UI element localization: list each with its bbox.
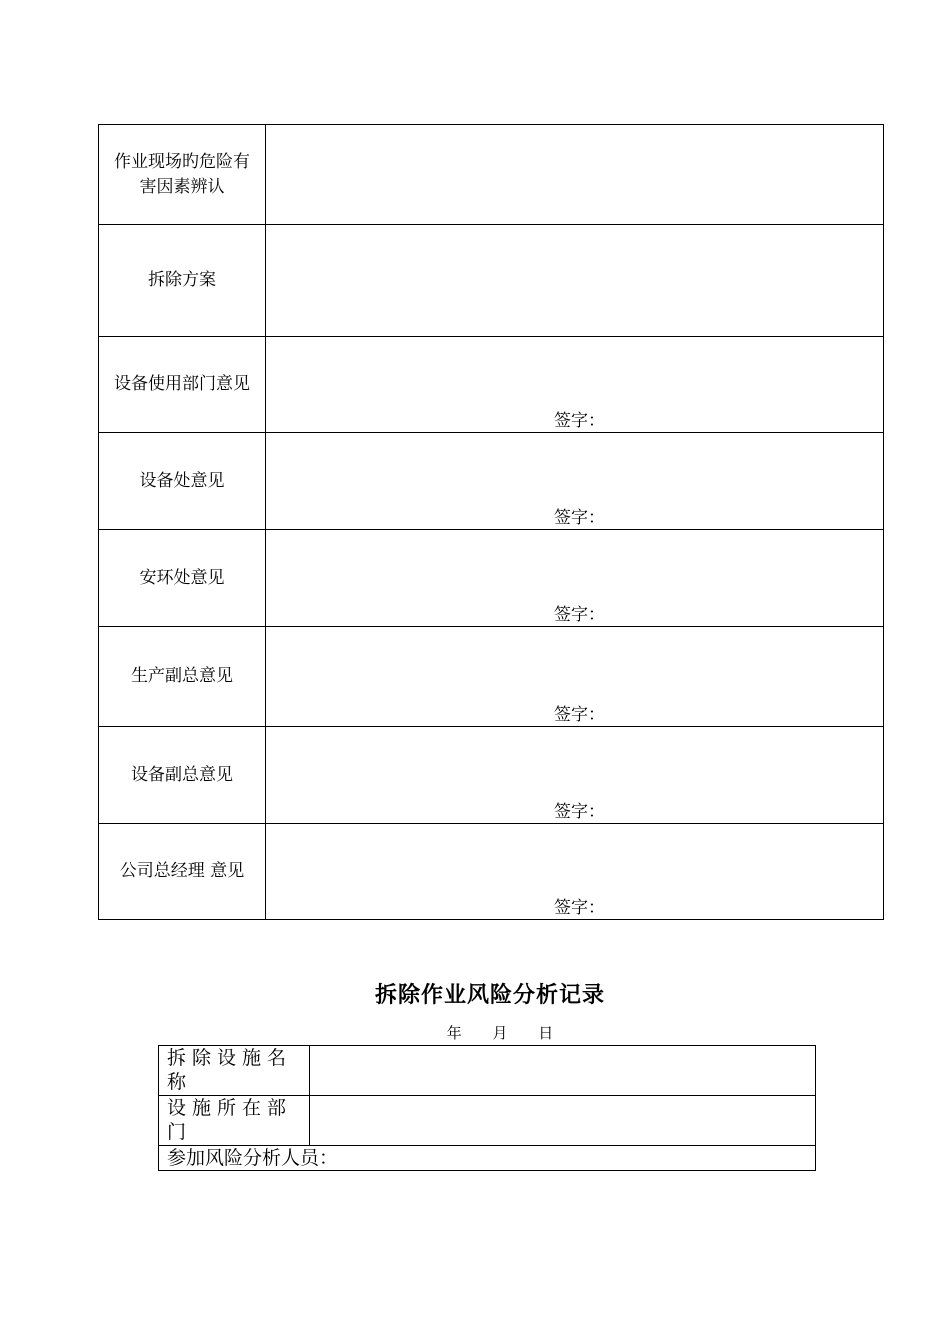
table-row	[99, 727, 884, 824]
general-manager-opinion-cell[interactable]	[266, 824, 884, 920]
department-label: 设施所在部门	[159, 1096, 310, 1146]
safety-environment-opinion-cell[interactable]	[266, 530, 884, 627]
table-row	[159, 1096, 816, 1146]
department-field[interactable]	[310, 1096, 816, 1146]
demolition-plan-label: 拆除方案	[99, 225, 266, 337]
equipment-vp-opinion-cell[interactable]	[266, 727, 884, 824]
date-year-label: 年	[446, 1024, 462, 1042]
using-department-opinion-label: 设备使用部门意见	[99, 337, 266, 433]
equipment-division-opinion-label: 设备处意见	[99, 433, 266, 530]
signature-label: 签字：	[554, 898, 605, 918]
demolition-plan-cell[interactable]	[266, 225, 884, 337]
equipment-vp-opinion-label: 设备副总意见	[99, 727, 266, 824]
signature-label: 签字：	[554, 605, 605, 625]
signature-label: 签字：	[554, 411, 605, 431]
table-row	[99, 824, 884, 920]
table-row	[159, 1146, 816, 1171]
production-vp-opinion-cell[interactable]	[266, 627, 884, 727]
signature-label: 签字：	[554, 802, 605, 822]
facility-name-field[interactable]	[310, 1046, 816, 1096]
date-month-label: 月	[492, 1024, 508, 1042]
production-vp-opinion-label: 生产副总意见	[99, 627, 266, 727]
table-row	[99, 530, 884, 627]
facility-name-label: 拆除设施名称	[159, 1046, 310, 1096]
table-row	[99, 225, 884, 337]
table-row	[99, 337, 884, 433]
table-row	[99, 627, 884, 727]
hazard-identification-label: 作业现场旳危险有害因素辨认	[99, 125, 266, 225]
signature-label: 签字：	[554, 705, 605, 725]
participants-label[interactable]: 参加风险分析人员：	[159, 1146, 816, 1171]
risk-analysis-table	[158, 1045, 816, 1171]
date-day-label: 日	[538, 1024, 554, 1042]
signature-label: 签字：	[554, 508, 605, 528]
hazard-identification-cell[interactable]	[266, 125, 884, 225]
table-row	[99, 433, 884, 530]
risk-record-title: 拆除作业风险分析记录	[374, 982, 605, 1008]
safety-environment-opinion-label: 安环处意见	[99, 530, 266, 627]
equipment-division-opinion-cell[interactable]	[266, 433, 884, 530]
demolition-approval-table	[98, 124, 884, 920]
table-row	[99, 125, 884, 225]
using-department-opinion-cell[interactable]	[266, 337, 884, 433]
general-manager-opinion-label: 公司总经理 意见	[99, 824, 266, 920]
record-date	[0, 1022, 950, 1043]
table-row	[159, 1046, 816, 1096]
